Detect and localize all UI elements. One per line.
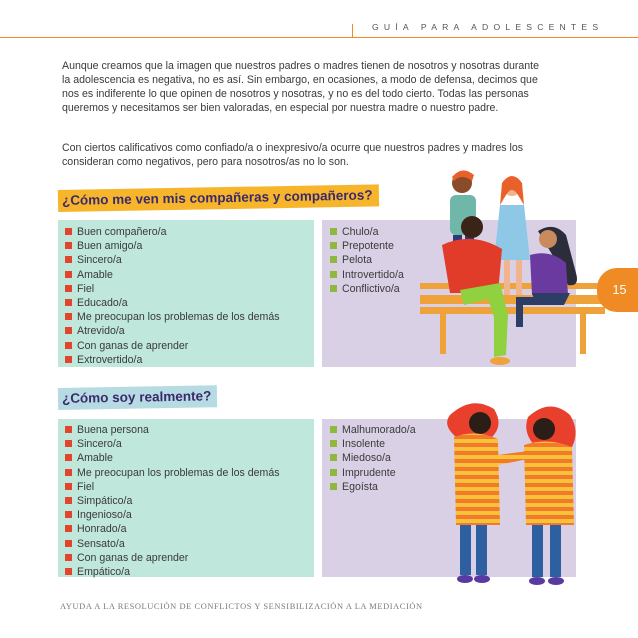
list-item: Miedoso/a <box>330 451 416 465</box>
list-item: Insolente <box>330 437 416 451</box>
header-rule <box>0 37 638 38</box>
list-item: Me preocupan los problemas de los demás <box>65 310 280 324</box>
list-item: Honrado/a <box>65 522 280 536</box>
list-item: Prepotente <box>330 239 404 253</box>
header-tick <box>352 24 353 38</box>
list-item: Buen compañero/a <box>65 225 280 239</box>
list-item: Atrevido/a <box>65 324 280 338</box>
list-item: Ingenioso/a <box>65 508 280 522</box>
list-item: Empático/a <box>65 565 280 579</box>
section-1-positive-list <box>65 225 280 367</box>
list-item: Buena persona <box>65 423 280 437</box>
list-item: Educado/a <box>65 296 280 310</box>
list-item: Sincero/a <box>65 437 280 451</box>
section-2-heading: ¿Cómo soy realmente? <box>58 385 218 410</box>
section-2-negative-list <box>330 423 416 494</box>
list-item: Fiel <box>65 480 280 494</box>
list-item: Sincero/a <box>65 253 280 267</box>
list-item: Fiel <box>65 282 280 296</box>
list-item: Con ganas de aprender <box>65 551 280 565</box>
page-number: 15 <box>612 283 627 297</box>
list-item: Buen amigo/a <box>65 239 280 253</box>
list-item: Con ganas de aprender <box>65 339 280 353</box>
list-item: Conflictivo/a <box>330 282 404 296</box>
list-item: Extrovertido/a <box>65 353 280 367</box>
list-item: Pelota <box>330 253 404 267</box>
list-item: Simpático/a <box>65 494 280 508</box>
list-item: Sensato/a <box>65 537 280 551</box>
list-item: Egoísta <box>330 480 416 494</box>
two-girls-illustration <box>432 395 582 590</box>
list-item: Imprudente <box>330 466 416 480</box>
list-item: Introvertido/a <box>330 268 404 282</box>
teens-group-illustration <box>420 165 610 370</box>
list-item: Amable <box>65 268 280 282</box>
list-item: Malhumorado/a <box>330 423 416 437</box>
section-2-positive-list <box>65 423 280 579</box>
list-item: Amable <box>65 451 280 465</box>
section-1-negative-list <box>330 225 404 296</box>
page-number-tab <box>597 268 638 312</box>
list-item: Me preocupan los problemas de los demás <box>65 466 280 480</box>
section-1-heading: ¿Cómo me ven mis compañeras y compañeros? <box>58 184 379 212</box>
intro-paragraph-2: Con ciertos calificativos como confiado/a o inexpresivo/a ocurre que nuestros padres y madres los consideran como negativos, pero para nosotros/as no lo son. <box>62 142 524 168</box>
header-title: GUÍA PARA ADOLESCENTES <box>372 22 604 32</box>
intro-paragraph-1: Aunque creamos que la imagen que nuestros padres o madres tienen de nosotros y nosotras durante la adolescencia es negativa, no es así. Sin embargo, en ocasiones, a modo de defensa, decimos que nos es indiferente lo que opinen de nosotros y nosotras, y no es del todo cierto. Todas las personas queremos y necesitamos ser bien valoradas, en especial por nuestra madre o nuestro padre. <box>62 60 540 114</box>
footer-text: AYUDA A LA RESOLUCIÓN DE CONFLICTOS Y SENSIBILIZACIÓN A LA MEDIACIÓN <box>60 602 423 611</box>
list-item: Chulo/a <box>330 225 404 239</box>
